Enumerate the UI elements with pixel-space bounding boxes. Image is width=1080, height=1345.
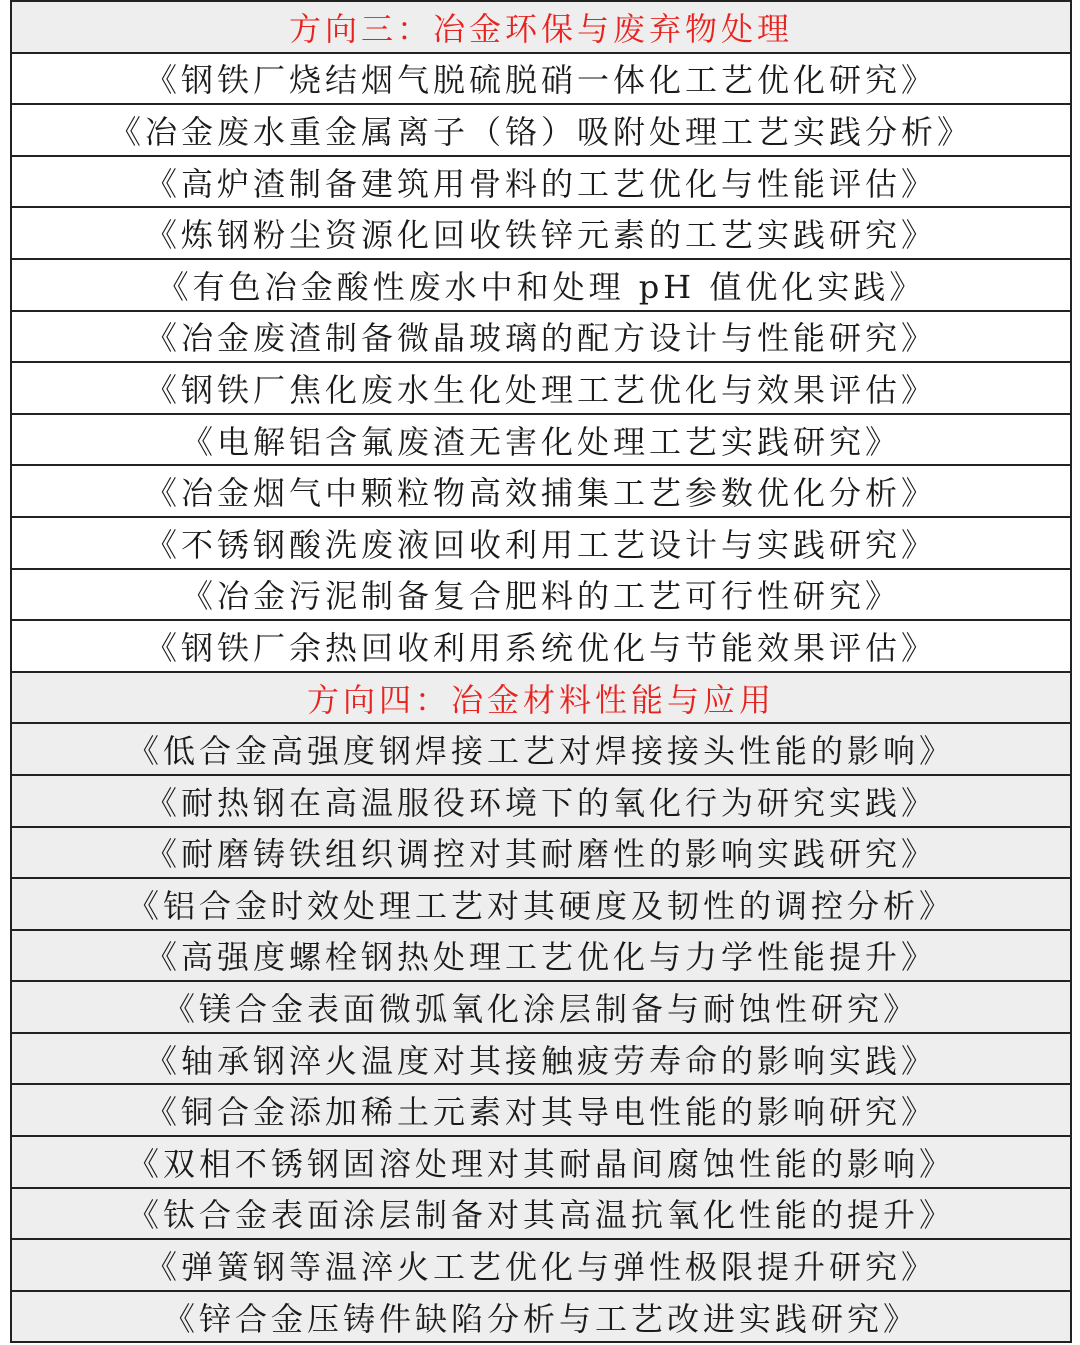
section-direction-3 xyxy=(12,2,1070,673)
section-heading: 方向三：冶金环保与废弃物处理 xyxy=(12,2,1070,54)
topic-row: 《镁合金表面微弧氧化涂层制备与耐蚀性研究》 xyxy=(12,982,1070,1034)
topic-row: 《钢铁厂焦化废水生化处理工艺优化与效果评估》 xyxy=(12,363,1070,415)
topic-row: 《高强度螺栓钢热处理工艺优化与力学性能提升》 xyxy=(12,931,1070,983)
topic-row: 《低合金高强度钢焊接工艺对焊接接头性能的影响》 xyxy=(12,724,1070,776)
topic-row: 《高炉渣制备建筑用骨料的工艺优化与性能评估》 xyxy=(12,157,1070,209)
section-heading: 方向四：冶金材料性能与应用 xyxy=(12,673,1070,725)
topic-row: 《双相不锈钢固溶处理对其耐晶间腐蚀性能的影响》 xyxy=(12,1137,1070,1189)
topic-row: 《冶金烟气中颗粒物高效捕集工艺参数优化分析》 xyxy=(12,466,1070,518)
topic-row: 《电解铝含氟废渣无害化处理工艺实践研究》 xyxy=(12,415,1070,467)
topic-row: 《耐热钢在高温服役环境下的氧化行为研究实践》 xyxy=(12,776,1070,828)
topic-row: 《钛合金表面涂层制备对其高温抗氧化性能的提升》 xyxy=(12,1189,1070,1241)
topic-row: 《冶金污泥制备复合肥料的工艺可行性研究》 xyxy=(12,570,1070,622)
topic-row: 《锌合金压铸件缺陷分析与工艺改进实践研究》 xyxy=(12,1292,1070,1344)
topic-row: 《弹簧钢等温淬火工艺优化与弹性极限提升研究》 xyxy=(12,1240,1070,1292)
topic-table xyxy=(10,0,1072,1343)
topic-row: 《冶金废水重金属离子（铬）吸附处理工艺实践分析》 xyxy=(12,105,1070,157)
topic-row: 《有色冶金酸性废水中和处理 pH 值优化实践》 xyxy=(12,260,1070,312)
topic-row: 《耐磨铸铁组织调控对其耐磨性的影响实践研究》 xyxy=(12,828,1070,880)
topic-row: 《不锈钢酸洗废液回收利用工艺设计与实践研究》 xyxy=(12,518,1070,570)
topic-row: 《铝合金时效处理工艺对其硬度及韧性的调控分析》 xyxy=(12,879,1070,931)
section-direction-4 xyxy=(12,673,1070,1344)
topic-row: 《钢铁厂烧结烟气脱硫脱硝一体化工艺优化研究》 xyxy=(12,54,1070,106)
topic-row: 《冶金废渣制备微晶玻璃的配方设计与性能研究》 xyxy=(12,312,1070,364)
topic-row: 《轴承钢淬火温度对其接触疲劳寿命的影响实践》 xyxy=(12,1034,1070,1086)
topic-row: 《炼钢粉尘资源化回收铁锌元素的工艺实践研究》 xyxy=(12,208,1070,260)
topic-row: 《铜合金添加稀土元素对其导电性能的影响研究》 xyxy=(12,1085,1070,1137)
topic-row: 《钢铁厂余热回收利用系统优化与节能效果评估》 xyxy=(12,621,1070,673)
